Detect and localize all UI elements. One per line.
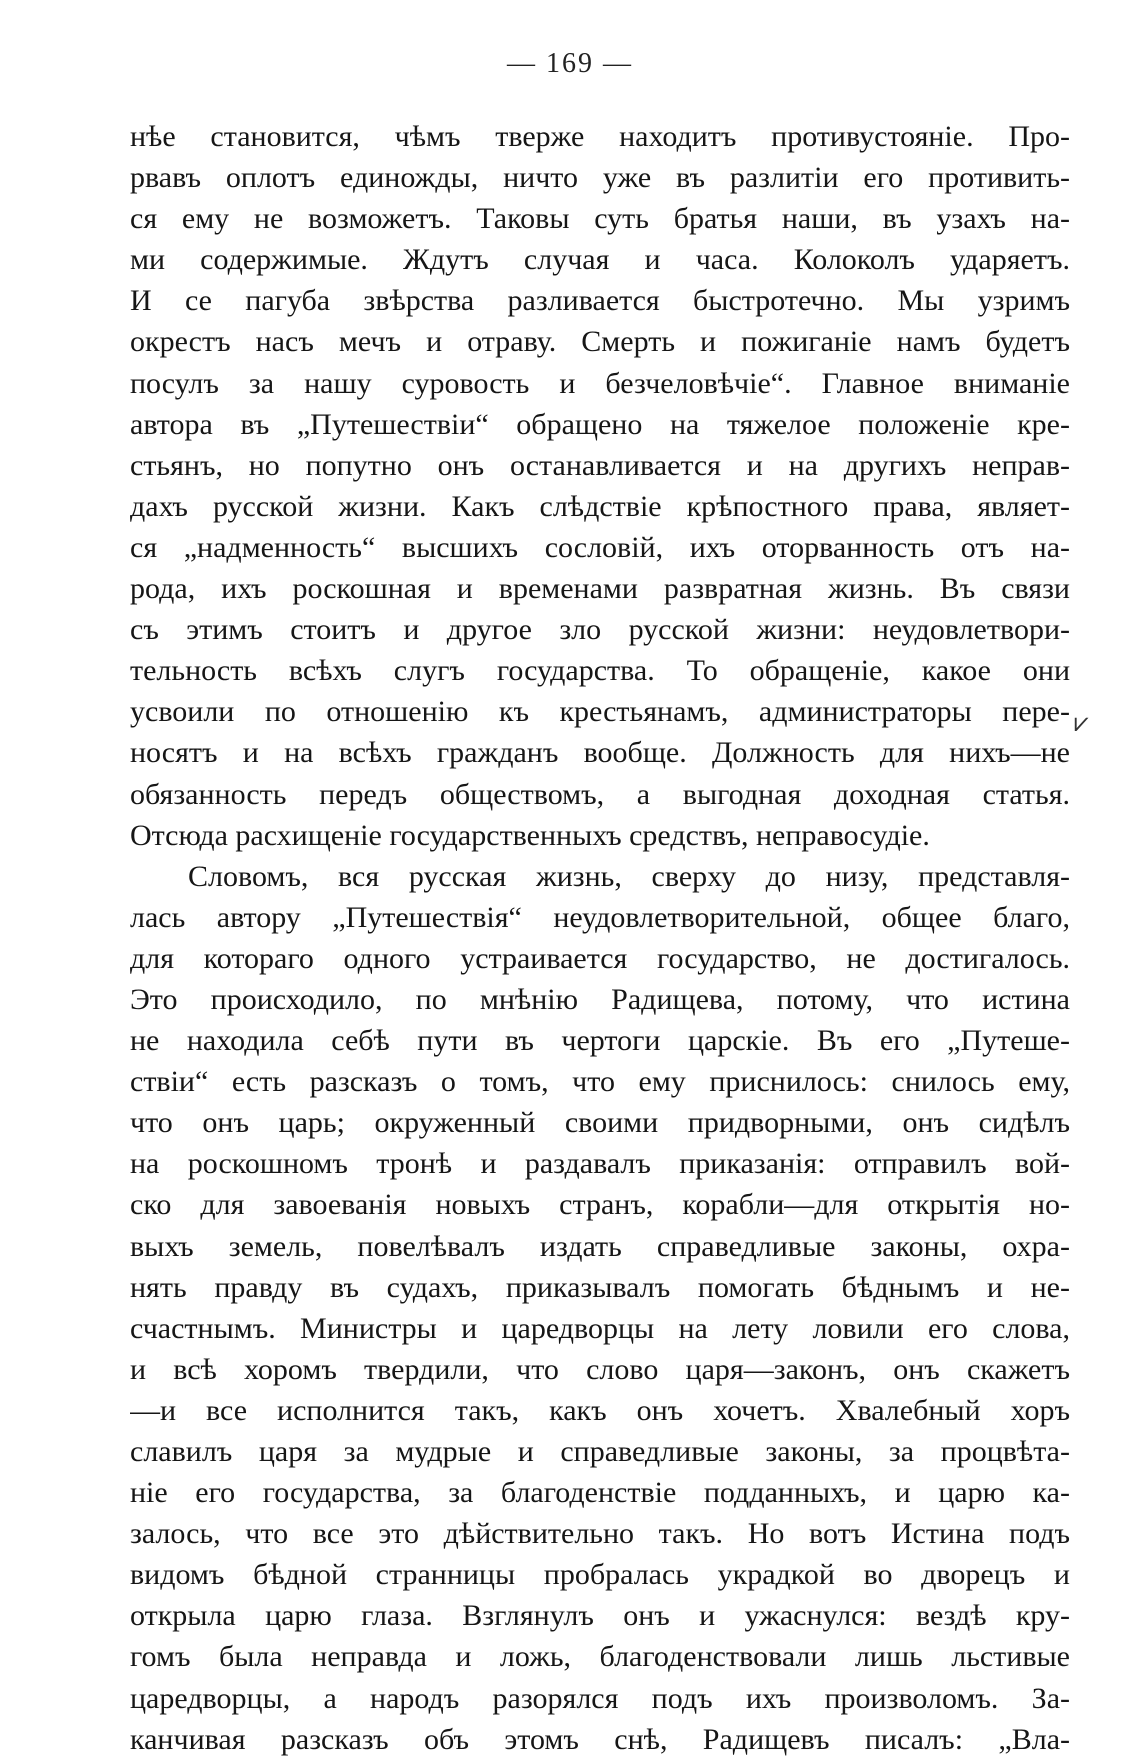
text-line: посулъ за нашу суровость и безчеловѣчіе“. Главное вниманіе xyxy=(130,366,1070,400)
text-line: что онъ царь; окруженный своими придворными, онъ сидѣлъ xyxy=(130,1106,1070,1140)
text-line: славилъ царя за мудрые и справедливые законы, за процвѣта- xyxy=(130,1435,1070,1468)
text-line: ся „надменность“ высшихъ сословій, ихъ оторванность отъ на- xyxy=(130,530,1070,564)
text-line: съ этимъ стоитъ и другое зло русской жизни: неудовлетвори- xyxy=(130,613,1070,647)
text-line: обязанность передъ обществомъ, а выгодная доходная статья. xyxy=(130,777,1070,811)
text-line: открыла царю глаза. Взглянулъ онъ и ужаснулся: вездѣ кру- xyxy=(130,1599,1070,1633)
text-line: усвоили по отношенію къ крестьянамъ, администраторы пере- xyxy=(130,695,1070,729)
text-line: выхъ земель, повелѣвалъ издать справедливые законы, охра- xyxy=(130,1229,1070,1263)
text-line: и всѣ хоромъ твердили, что слово царя—законъ, онъ скажетъ xyxy=(130,1352,1070,1386)
text-line: —и все исполнится такъ, какъ онъ хочетъ. Хвалебный хоръ xyxy=(130,1393,1070,1427)
text-line: ніе его государства, за благоденствіе подданныхъ, и царю ка- xyxy=(130,1476,1070,1510)
text-line: стьянъ, но попутно онъ останавливается и на другихъ неправ- xyxy=(130,448,1070,482)
text-line: дахъ русской жизни. Какъ слѣдствіе крѣпостного права, являет- xyxy=(130,489,1070,523)
text-line: видомъ бѣдной странницы пробралась украдкой во дворецъ и xyxy=(130,1558,1070,1592)
text-line: царедворцы, а народъ разорялся подъ ихъ произволомъ. За- xyxy=(130,1681,1070,1715)
text-line: для котораго одного устраивается государство, не достигалось. xyxy=(130,941,1070,975)
text-line: тельность всѣхъ слугъ государства. То обращеніе, какое они xyxy=(130,654,1070,688)
paragraph-start-line: Словомъ, вся русская жизнь, сверху до низу, представля- xyxy=(188,859,1070,893)
text-line: рвавъ оплотъ единожды, ничто уже въ разлитіи его противить- xyxy=(130,161,1070,195)
text-line: на роскошномъ тронѣ и раздавалъ приказанія: отправилъ вой- xyxy=(130,1147,1070,1181)
text-line: нять правду въ судахъ, приказывалъ помогать бѣднымъ и не- xyxy=(130,1270,1070,1304)
text-line: ся ему не возможетъ. Таковы суть братья наши, въ узахъ на- xyxy=(130,202,1070,236)
margin-check-mark: ⩗ xyxy=(1074,708,1089,737)
paragraph-end-line: Отсюда расхищеніе государственныхъ средствъ, неправосудіе. xyxy=(130,818,930,852)
page-number: — 169 — xyxy=(507,48,633,79)
body-text xyxy=(130,116,1070,1760)
text-line: гомъ была неправда и ложь, благоденствовали лишь льстивые xyxy=(130,1640,1070,1674)
text-line: автора въ „Путешествіи“ обращено на тяжелое положеніе кре- xyxy=(130,407,1070,441)
text-line: окрестъ насъ мечъ и отраву. Смерть и пожиганіе намъ будетъ xyxy=(130,325,1070,359)
text-line: ми содержимые. Ждутъ случая и часа. Колоколъ ударяетъ. xyxy=(130,243,1070,277)
text-line: нѣе становится, чѣмъ тверже находитъ противустояніе. Про- xyxy=(130,120,1070,153)
text-line: рода, ихъ роскошная и временами развратная жизнь. Въ связи xyxy=(130,572,1070,606)
text-line: не находила себѣ пути въ чертоги царскіе. Въ его „Путеше- xyxy=(130,1024,1070,1058)
text-line: ствіи“ есть разсказъ о томъ, что ему приснилось: снилось ему, xyxy=(130,1065,1070,1099)
text-line: лась автору „Путешествія“ неудовлетворительной, общее благо, xyxy=(130,900,1070,934)
text-line: И се пагуба звѣрства разливается быстротечно. Мы узримъ xyxy=(130,284,1070,318)
text-line: канчивая разсказъ объ этомъ снѣ, Радищевъ писалъ: „Вла- xyxy=(130,1722,1070,1756)
text-line: залось, что все это дѣйствительно такъ. Но вотъ Истина подъ xyxy=(130,1517,1070,1551)
text-line: Это происходило, по мнѣнію Радищева, потому, что истина xyxy=(130,982,1070,1016)
text-line: счастнымъ. Министры и царедворцы на лету ловили его слова, xyxy=(130,1311,1070,1345)
text-line: носятъ и на всѣхъ гражданъ вообще. Должность для нихъ—не xyxy=(130,736,1070,770)
text-line: ско для завоеванія новыхъ странъ, корабли—для открытія но- xyxy=(130,1188,1070,1222)
